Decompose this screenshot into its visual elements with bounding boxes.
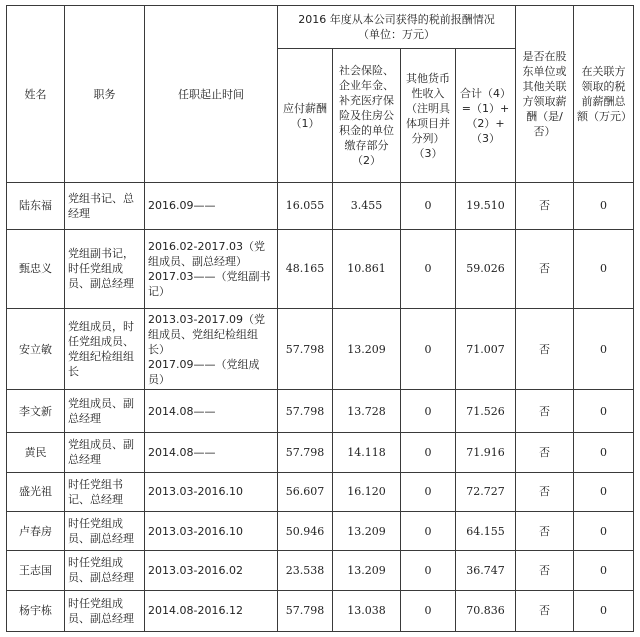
cell-social: 13.038 [333, 590, 401, 631]
cell-name: 卢春房 [7, 511, 65, 550]
term-line: 2017.09——（党组成员） [148, 357, 260, 386]
cell-term [145, 511, 278, 550]
cell-position: 党组成员、副总经理 [65, 433, 145, 472]
cell-other: 0 [401, 472, 456, 511]
cell-other: 0 [401, 183, 456, 230]
cell-position: 党组成员，时任党组成员、党组纪检组组长 [65, 309, 145, 390]
cell-payable: 16.055 [278, 183, 333, 230]
header-payable: 应付薪酬（1） [278, 49, 333, 183]
cell-total: 71.007 [456, 309, 516, 390]
cell-related-amount: 0 [574, 590, 634, 631]
cell-payable: 57.798 [278, 590, 333, 631]
cell-social: 14.118 [333, 433, 401, 472]
cell-other: 0 [401, 551, 456, 590]
cell-total: 70.836 [456, 590, 516, 631]
cell-other: 0 [401, 309, 456, 390]
table-row [7, 590, 634, 631]
cell-related: 否 [516, 389, 574, 432]
cell-term [145, 433, 278, 472]
table-body [7, 183, 634, 632]
cell-position: 党组书记、总经理 [65, 183, 145, 230]
table-row [7, 389, 634, 432]
term-line: 2017.03——（党组副书记） [148, 269, 271, 298]
cell-position: 时任党组成员、副总经理 [65, 551, 145, 590]
cell-term [145, 309, 278, 390]
table-row [7, 229, 634, 309]
cell-related: 否 [516, 433, 574, 472]
cell-related: 否 [516, 183, 574, 230]
cell-term [145, 389, 278, 432]
cell-name: 杨宇栋 [7, 590, 65, 631]
cell-other: 0 [401, 590, 456, 631]
header-total: 合计（4）=（1）+（2）+（3） [456, 49, 516, 183]
salary-table [6, 5, 634, 632]
cell-related-amount: 0 [574, 472, 634, 511]
table-row [7, 472, 634, 511]
cell-term [145, 229, 278, 309]
cell-social: 10.861 [333, 229, 401, 309]
cell-social: 3.455 [333, 183, 401, 230]
header-group-unit: （单位：万元） [358, 28, 435, 41]
cell-position: 时任党组成员、副总经理 [65, 590, 145, 631]
cell-social: 13.209 [333, 551, 401, 590]
cell-payable: 57.798 [278, 309, 333, 390]
cell-payable: 57.798 [278, 389, 333, 432]
cell-payable: 23.538 [278, 551, 333, 590]
header-term: 任职起止时间 [145, 6, 278, 183]
term-line: 2016.02-2017.03（党组成员、副总经理） [148, 239, 265, 268]
cell-related: 否 [516, 590, 574, 631]
cell-term [145, 472, 278, 511]
cell-name: 李文新 [7, 389, 65, 432]
cell-payable: 56.607 [278, 472, 333, 511]
cell-name: 黄民 [7, 433, 65, 472]
cell-social: 16.120 [333, 472, 401, 511]
header-group-title: 2016 年度从本公司获得的税前报酬情况 [298, 13, 495, 26]
cell-total: 59.026 [456, 229, 516, 309]
cell-position: 党组成员、副总经理 [65, 389, 145, 432]
cell-term [145, 590, 278, 631]
cell-payable: 57.798 [278, 433, 333, 472]
header-social: 社会保险、企业年金、补充医疗保险及住房公积金的单位缴存部分（2） [333, 49, 401, 183]
term-line: 2013.03-2017.09（党组成员、党组纪检组组长） [148, 312, 265, 356]
cell-name: 安立敏 [7, 309, 65, 390]
cell-position: 时任党组成员、副总经理 [65, 511, 145, 550]
table-row [7, 433, 634, 472]
cell-name: 王志国 [7, 551, 65, 590]
term-line: 2013.03-2016.10 [148, 524, 243, 538]
cell-related: 否 [516, 551, 574, 590]
cell-other: 0 [401, 229, 456, 309]
cell-other: 0 [401, 433, 456, 472]
table-row [7, 551, 634, 590]
cell-total: 36.747 [456, 551, 516, 590]
cell-related-amount: 0 [574, 511, 634, 550]
cell-total: 71.526 [456, 389, 516, 432]
cell-related: 否 [516, 511, 574, 550]
header-related: 是否在股东单位或其他关联方领取薪酬（是/否） [516, 6, 574, 183]
cell-related-amount: 0 [574, 551, 634, 590]
cell-related-amount: 0 [574, 229, 634, 309]
cell-name: 盛光祖 [7, 472, 65, 511]
header-compensation-group [278, 6, 516, 49]
cell-social: 13.209 [333, 511, 401, 550]
header-other: 其他货币性收入（注明具体项目并分列）（3） [401, 49, 456, 183]
cell-related-amount: 0 [574, 389, 634, 432]
cell-related-amount: 0 [574, 309, 634, 390]
table-row [7, 309, 634, 390]
cell-term [145, 551, 278, 590]
header-name: 姓名 [7, 6, 65, 183]
cell-total: 19.510 [456, 183, 516, 230]
cell-payable: 50.946 [278, 511, 333, 550]
cell-total: 71.916 [456, 433, 516, 472]
cell-payable: 48.165 [278, 229, 333, 309]
cell-total: 72.727 [456, 472, 516, 511]
term-line: 2014.08-2016.12 [148, 604, 243, 618]
cell-related: 否 [516, 472, 574, 511]
header-related-amount: 在关联方领取的税前薪酬总额（万元） [574, 6, 634, 183]
cell-related: 否 [516, 309, 574, 390]
term-line: 2013.03-2016.10 [148, 485, 243, 499]
cell-related-amount: 0 [574, 433, 634, 472]
term-line: 2014.08—— [148, 404, 216, 418]
term-line: 2016.09—— [148, 199, 216, 213]
cell-position: 党组副书记，时任党组成员、副总经理 [65, 229, 145, 309]
cell-other: 0 [401, 389, 456, 432]
cell-related-amount: 0 [574, 183, 634, 230]
cell-social: 13.209 [333, 309, 401, 390]
cell-other: 0 [401, 511, 456, 550]
table-row [7, 511, 634, 550]
cell-name: 甄忠义 [7, 229, 65, 309]
header-position: 职务 [65, 6, 145, 183]
term-line: 2013.03-2016.02 [148, 563, 243, 577]
table-row [7, 183, 634, 230]
cell-related: 否 [516, 229, 574, 309]
cell-position: 时任党组书记、总经理 [65, 472, 145, 511]
term-line: 2014.08—— [148, 445, 216, 459]
cell-social: 13.728 [333, 389, 401, 432]
cell-name: 陆东福 [7, 183, 65, 230]
cell-term [145, 183, 278, 230]
cell-total: 64.155 [456, 511, 516, 550]
